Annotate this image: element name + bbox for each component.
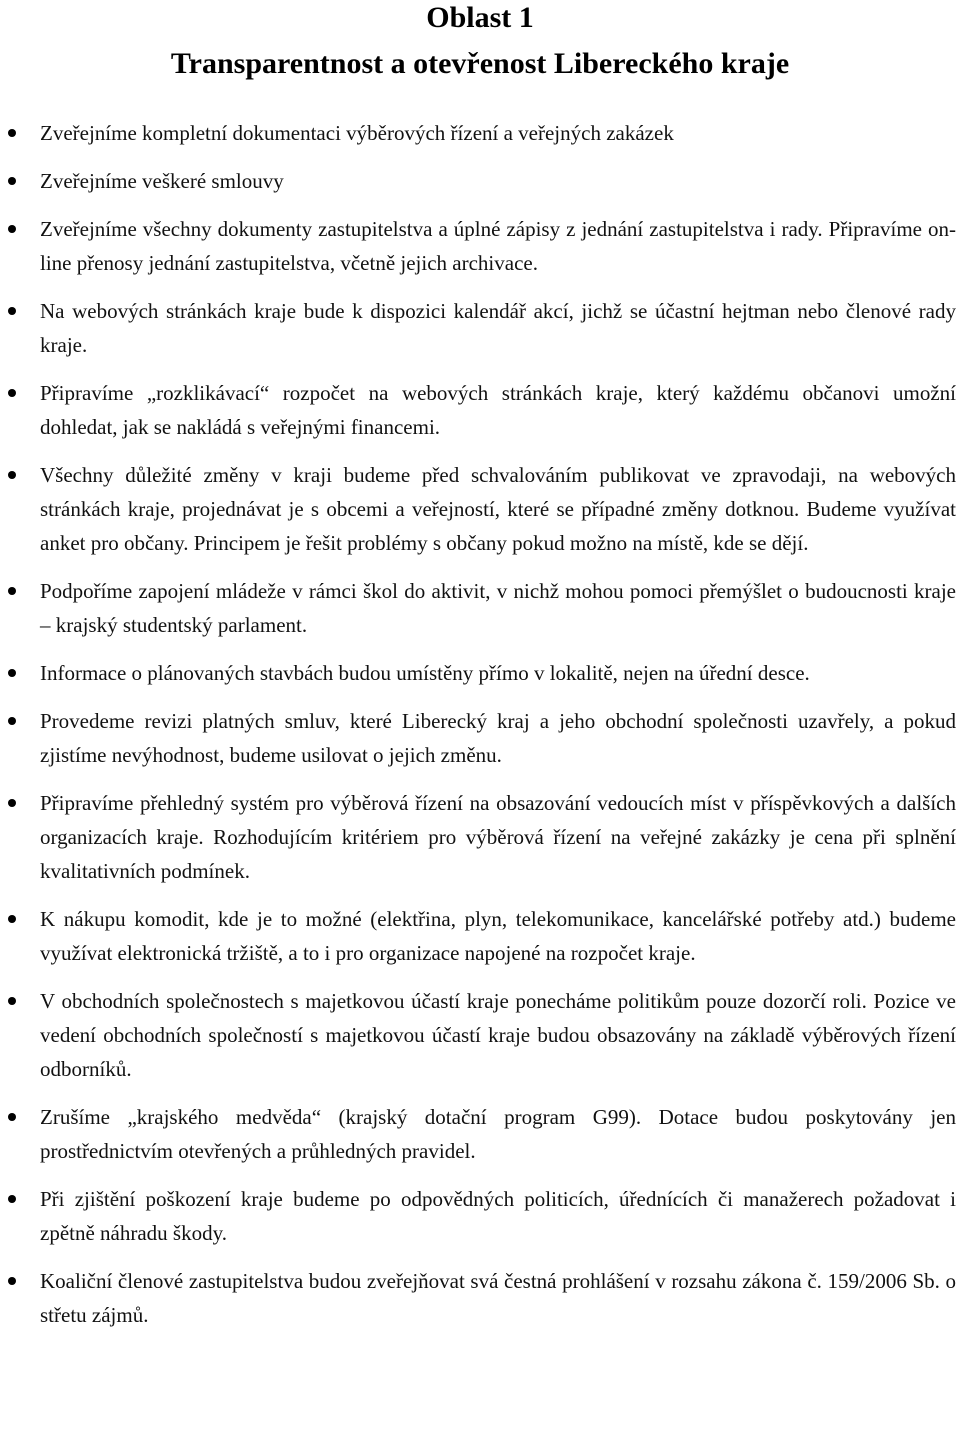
list-item <box>0 786 960 888</box>
list-item-text: Na webových stránkách kraje bude k dispozici kalendář akcí, jichž se účastní hejtman nebo členové rady kraje. <box>40 299 956 357</box>
list-item-text: Provedeme revizi platných smluv, které Liberecký kraj a jeho obchodní společnosti uzavřely, a pokud zjistíme nevýhodnost, budeme usilovat o jejich změnu. <box>40 709 956 767</box>
list-item-text: Zrušíme „krajského medvěda“ (krajský dotační program G99). Dotace budou poskytovány jen prostřednictvím otevřených a průhledných pravidel. <box>40 1105 956 1163</box>
list-item-text: Zveřejníme kompletní dokumentaci výběrových řízení a veřejných zakázek <box>40 121 674 145</box>
bullet-icon <box>8 177 16 185</box>
bullet-icon <box>8 471 16 479</box>
list-item <box>0 294 960 362</box>
list-item <box>0 1264 960 1332</box>
list-item-text: Připravíme přehledný systém pro výběrová řízení na obsazování vedoucích míst v příspěvkových a dalších organizacích kraje. Rozhodujícím kritériem pro výběrová řízení na veřejné zakázky je cena při splnění kvalitativních podmínek. <box>40 791 956 883</box>
bullet-icon <box>8 129 16 137</box>
list-item-text: Informace o plánovaných stavbách budou umístěny přímo v lokalitě, nejen na úřední desce. <box>40 661 810 685</box>
bullet-icon <box>8 799 16 807</box>
list-item-text: Zveřejníme veškeré smlouvy <box>40 169 284 193</box>
list-item-text: Koaliční členové zastupitelstva budou zveřejňovat svá čestná prohlášení v rozsahu zákona č. 159/2006 Sb. o střetu zájmů. <box>40 1269 956 1327</box>
list-item <box>0 574 960 642</box>
bullet-icon <box>8 669 16 677</box>
list-item-text: Podpoříme zapojení mládeže v rámci škol do aktivit, v nichž mohou pomoci přemýšlet o budoucnosti kraje – krajský studentský parlament. <box>40 579 956 637</box>
list-item <box>0 212 960 280</box>
list-item-text: Zveřejníme všechny dokumenty zastupitelstva a úplné zápisy z jednání zastupitelstva i rady. Připravíme on-line přenosy jednání zastupitelstva, včetně jejich archivace. <box>40 217 956 275</box>
list-item-text: Všechny důležité změny v kraji budeme před schvalováním publikovat ve zpravodaji, na webových stránkách kraje, projednávat je s obcemi a veřejností, které se případné změny dotknou. Budeme využívat anket pro občany. Principem je řešit problémy s občany pokud možno na místě, kde se dějí. <box>40 463 956 555</box>
title-line-1: Oblast 1 <box>426 1 534 34</box>
bullet-icon <box>8 389 16 397</box>
list-item <box>0 902 960 970</box>
bullet-icon <box>8 717 16 725</box>
bullet-list <box>0 116 960 1346</box>
list-item <box>0 458 960 560</box>
bullet-icon <box>8 587 16 595</box>
bullet-icon <box>8 307 16 315</box>
list-item <box>0 164 960 198</box>
list-item <box>0 704 960 772</box>
bullet-icon <box>8 997 16 1005</box>
list-item-text: V obchodních společnostech s majetkovou účastí kraje ponecháme politikům pouze dozorčí roli. Pozice ve vedení obchodních společností s majetkovou účastí kraje budou obsazovány na základě výběrových řízení odborníků. <box>40 989 956 1081</box>
title-line-2: Transparentnost a otevřenost Libereckého kraje <box>170 47 790 80</box>
list-item <box>0 656 960 690</box>
bullet-icon <box>8 915 16 923</box>
list-item-text: K nákupu komodit, kde je to možné (elektřina, plyn, telekomunikace, kancelářské potřeby atd.) budeme využívat elektronická tržiště, a to i pro organizace napojené na rozpočet kraje. <box>40 907 956 965</box>
list-item <box>0 984 960 1086</box>
page-title <box>0 0 960 82</box>
bullet-icon <box>8 225 16 233</box>
bullet-icon <box>8 1113 16 1121</box>
list-item-text: Při zjištění poškození kraje budeme po odpovědných politicích, úřednících či manažerech požadovat i zpětně náhradu škody. <box>40 1187 956 1245</box>
list-item <box>0 376 960 444</box>
list-item <box>0 1100 960 1168</box>
list-item <box>0 1182 960 1250</box>
list-item-text: Připravíme „rozklikávací“ rozpočet na webových stránkách kraje, který každému občanovi umožní dohledat, jak se nakládá s veřejnými financemi. <box>40 381 956 439</box>
list-item <box>0 116 960 150</box>
bullet-icon <box>8 1277 16 1285</box>
bullet-icon <box>8 1195 16 1203</box>
